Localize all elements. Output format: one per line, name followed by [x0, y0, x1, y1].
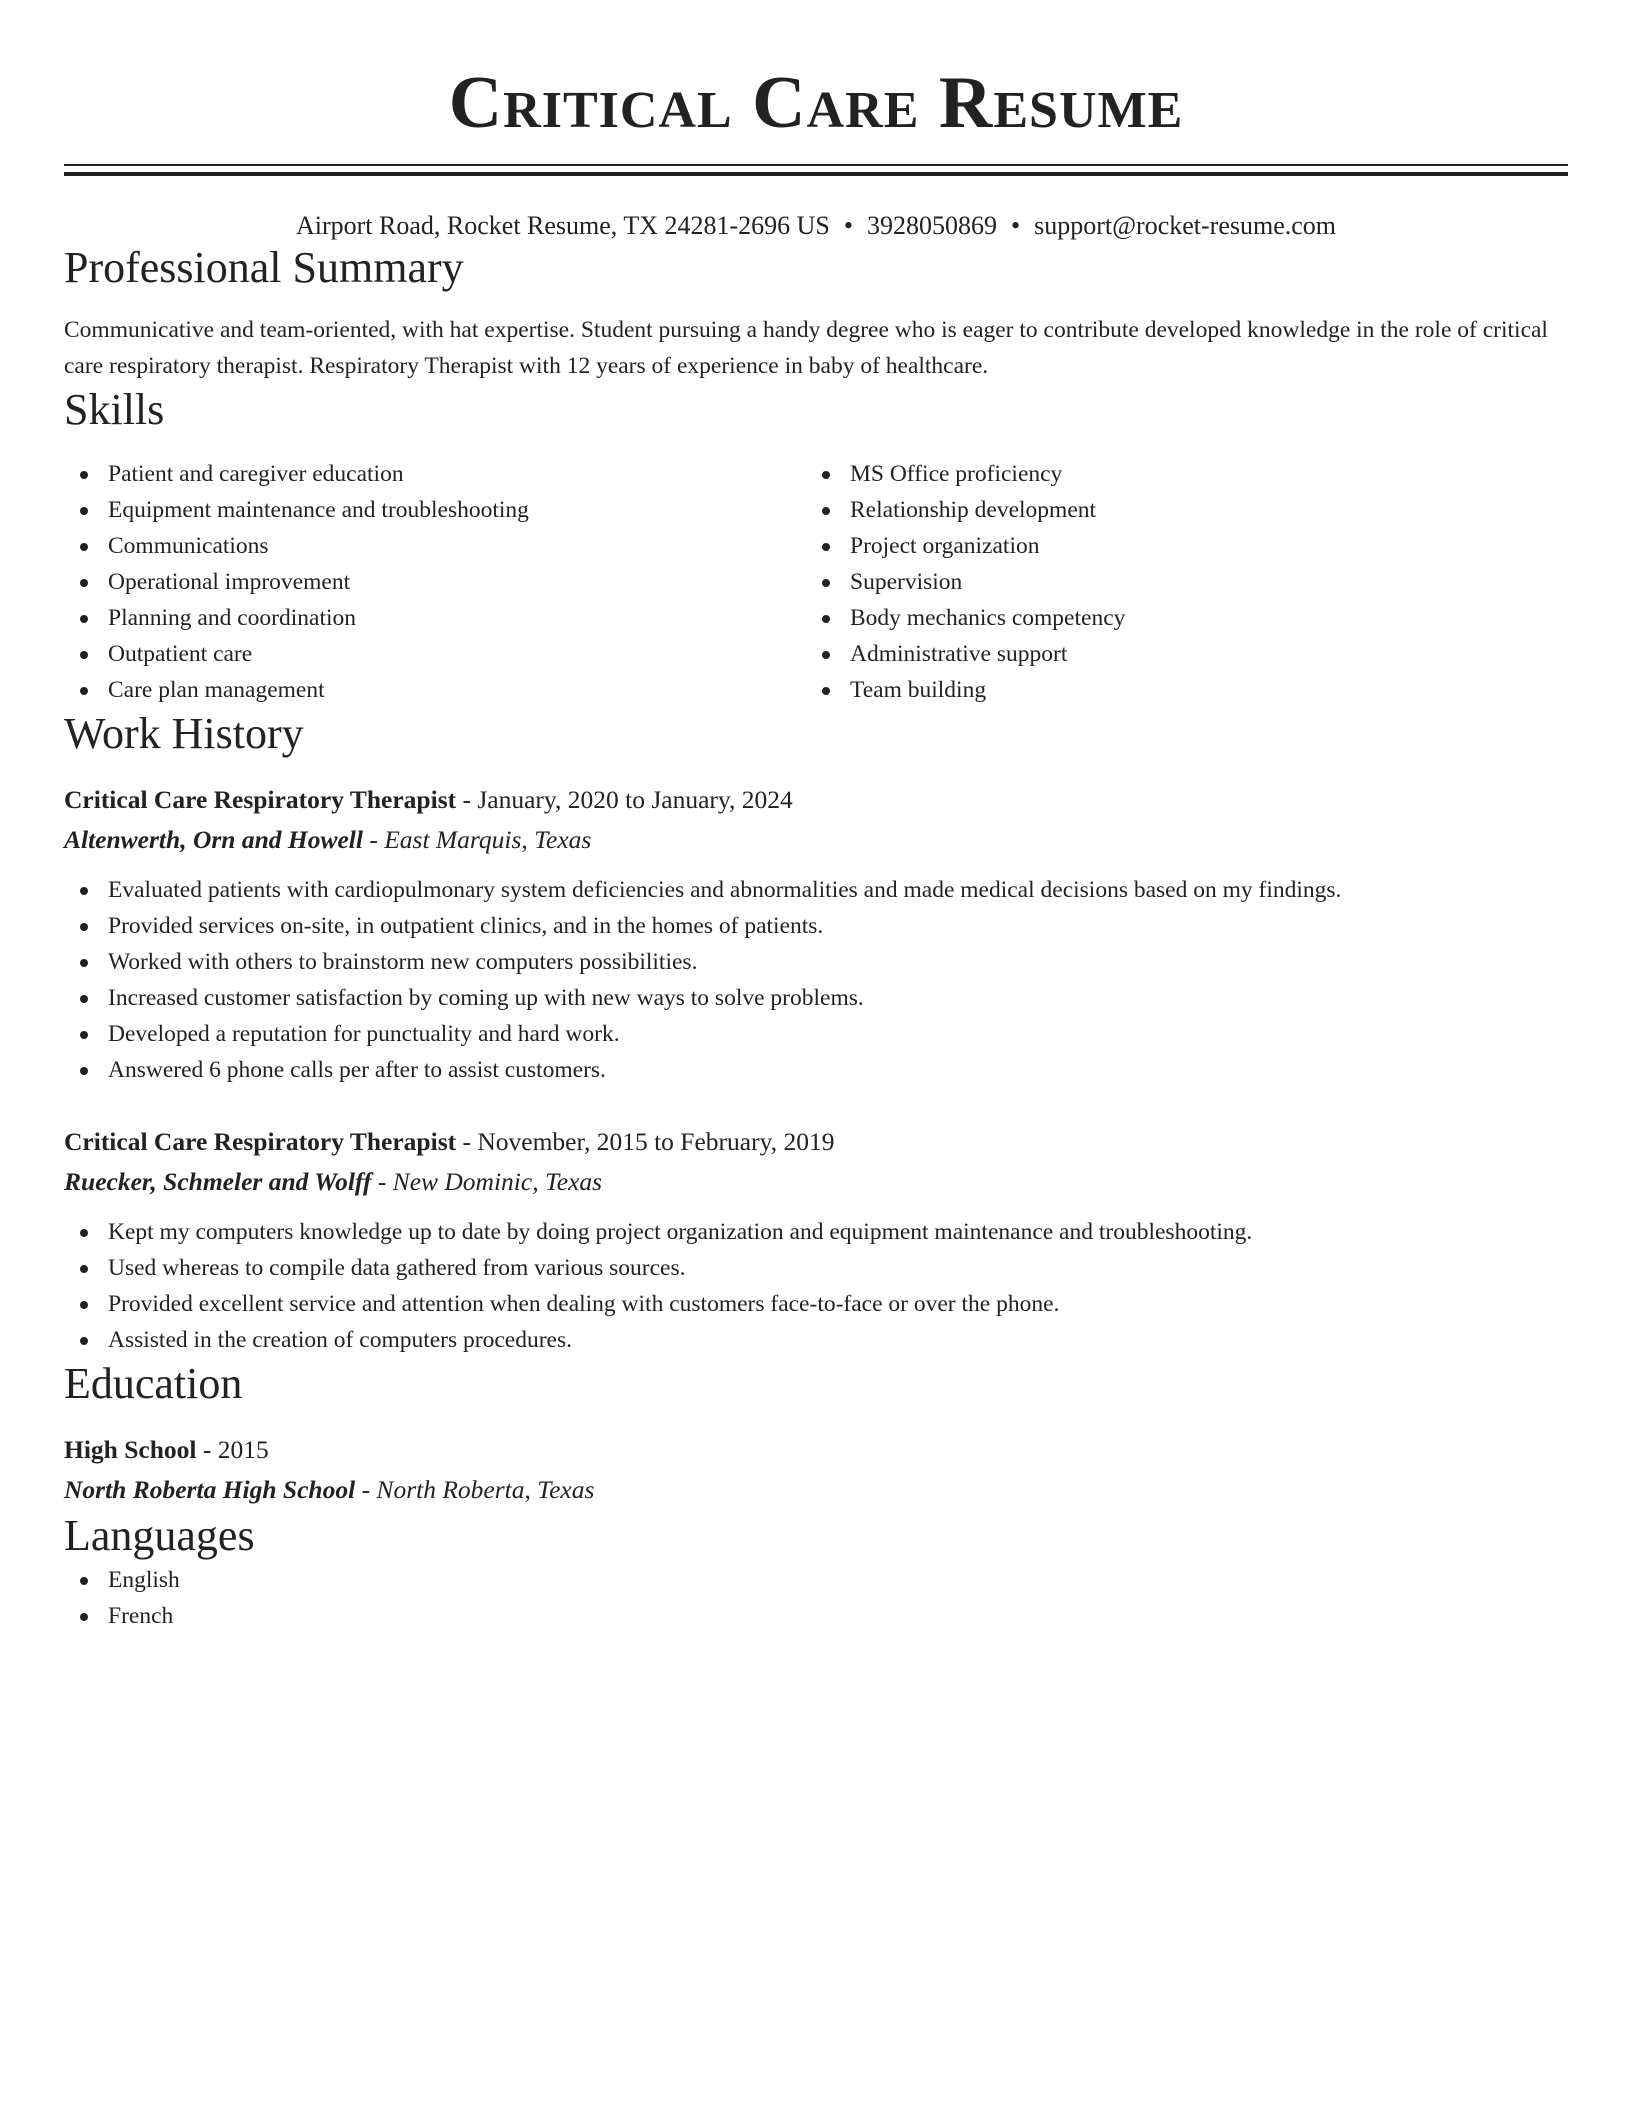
- skills-list-left: [64, 456, 806, 708]
- job-duty-item: Developed a reputation for punctuality and hard work.: [64, 1016, 1568, 1052]
- job-duty-item: Increased customer satisfaction by coming up with new ways to solve problems.: [64, 980, 1568, 1016]
- summary-heading: Professional Summary: [64, 243, 464, 292]
- job-duties-list: [64, 1214, 1568, 1358]
- skill-item: Supervision: [806, 564, 1548, 600]
- job-duty-item: Assisted in the creation of computers procedures.: [64, 1322, 1568, 1358]
- language-item: French: [64, 1598, 1568, 1634]
- summary-text: Communicative and team-oriented, with hat expertise. Student pursuing a handy degree who is eager to contribute developed knowledge in the role of critical care respiratory therapist. Respiratory Therapist with 12 years of experience in baby of healthcare.: [64, 317, 1548, 379]
- languages-heading: Languages: [64, 1511, 255, 1560]
- skills-heading: Skills: [64, 385, 165, 434]
- job-duty-item: Worked with others to brainstorm new computers possibilities.: [64, 944, 1568, 980]
- contact-separator: •: [843, 211, 853, 240]
- education-heading: Education: [64, 1359, 243, 1408]
- job-entry: [64, 780, 1568, 1088]
- education-location: - North Roberta, Texas: [355, 1475, 595, 1504]
- education-degree-line: [64, 1430, 1568, 1470]
- language-item: English: [64, 1562, 1568, 1598]
- job-employer: Altenwerth, Orn and Howell: [64, 825, 363, 854]
- education-degree: High School: [64, 1435, 197, 1464]
- work-history-heading: Work History: [64, 709, 304, 758]
- contact-line: [64, 210, 1568, 242]
- job-location: - East Marquis, Texas: [362, 825, 592, 854]
- job-employer-line: [64, 820, 1568, 860]
- divider-thick-line: [64, 172, 1568, 176]
- education-school-line: [64, 1470, 1568, 1510]
- job-duty-item: Provided services on-site, in outpatient clinics, and in the homes of patients.: [64, 908, 1568, 944]
- job-location: - New Dominic, Texas: [371, 1167, 603, 1196]
- skill-item: MS Office proficiency: [806, 456, 1548, 492]
- resume-title: Critical Care Resume: [448, 62, 1184, 144]
- job-title: Critical Care Respiratory Therapist: [64, 1127, 457, 1156]
- job-entry: [64, 1122, 1568, 1358]
- job-dates: - November, 2015 to February, 2019: [456, 1127, 835, 1156]
- contact-email: support@rocket-resume.com: [1034, 211, 1337, 240]
- skill-item: Planning and coordination: [64, 600, 806, 636]
- skill-item: Care plan management: [64, 672, 806, 708]
- skills-list-right: [806, 456, 1548, 708]
- skill-item: Outpatient care: [64, 636, 806, 672]
- education-school: North Roberta High School: [64, 1475, 356, 1504]
- job-employer: Ruecker, Schmeler and Wolff: [64, 1167, 372, 1196]
- job-employer-line: [64, 1162, 1568, 1202]
- skill-item: Relationship development: [806, 492, 1548, 528]
- job-dates: - January, 2020 to January, 2024: [456, 785, 793, 814]
- job-duties-list: [64, 872, 1568, 1088]
- job-title: Critical Care Respiratory Therapist: [64, 785, 457, 814]
- title-divider: [64, 164, 1568, 176]
- skill-item: Equipment maintenance and troubleshooting: [64, 492, 806, 528]
- skill-item: Project organization: [806, 528, 1548, 564]
- skill-item: Body mechanics competency: [806, 600, 1548, 636]
- job-duty-item: Used whereas to compile data gathered from various sources.: [64, 1250, 1568, 1286]
- skill-item: Team building: [806, 672, 1548, 708]
- job-title-line: [64, 1122, 1568, 1162]
- job-duty-item: Provided excellent service and attention when dealing with customers face-to-face or over the phone.: [64, 1286, 1568, 1322]
- contact-address: Airport Road, Rocket Resume, TX 24281-2696 US: [295, 211, 830, 240]
- education-year: - 2015: [196, 1435, 269, 1464]
- contact-separator: •: [1011, 211, 1021, 240]
- contact-phone: 3928050869: [867, 211, 997, 240]
- skill-item: Administrative support: [806, 636, 1548, 672]
- education-entry: [64, 1430, 1568, 1510]
- job-duty-item: Kept my computers knowledge up to date by doing project organization and equipment maintenance and troubleshooting.: [64, 1214, 1568, 1250]
- skills-columns: [64, 456, 1568, 708]
- skill-item: Patient and caregiver education: [64, 456, 806, 492]
- skill-item: Communications: [64, 528, 806, 564]
- divider-thin-line: [64, 164, 1568, 166]
- languages-list: [64, 1562, 1568, 1634]
- job-duty-item: Answered 6 phone calls per after to assist customers.: [64, 1052, 1568, 1088]
- job-duty-item: Evaluated patients with cardiopulmonary system deficiencies and abnormalities and made medical decisions based on my findings.: [64, 872, 1568, 908]
- job-title-line: [64, 780, 1568, 820]
- skill-item: Operational improvement: [64, 564, 806, 600]
